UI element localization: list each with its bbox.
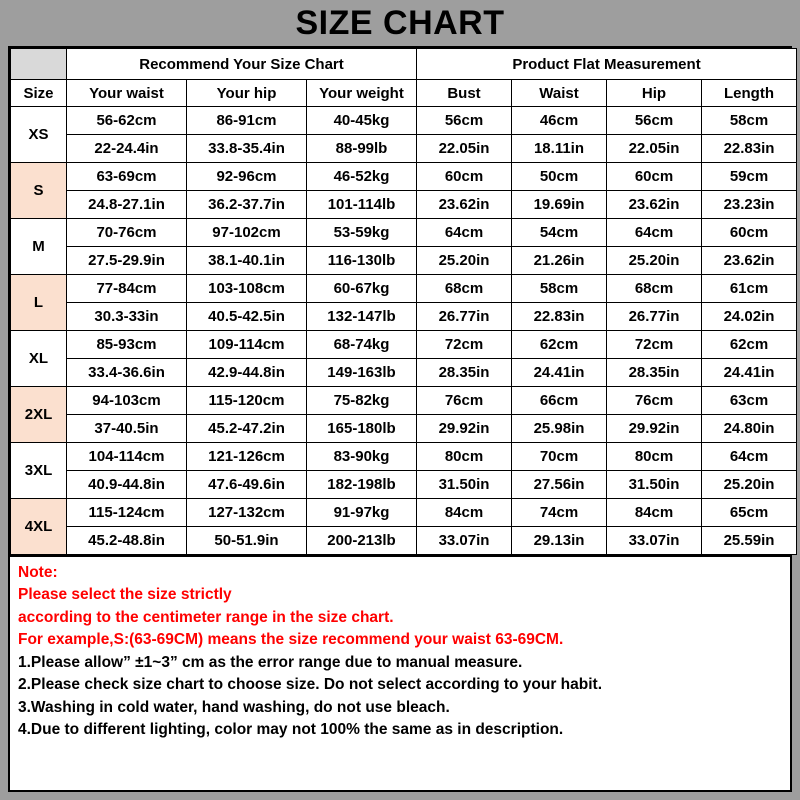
size-cell: S: [11, 163, 67, 219]
table-row: [11, 191, 797, 219]
cell-hipflat-cm: 68cm: [607, 275, 702, 303]
title-bar: [0, 0, 800, 46]
table-row: [11, 107, 797, 135]
cell-length-cm: 63cm: [702, 387, 797, 415]
cell-weight-lb: 101-114lb: [307, 191, 417, 219]
cell-length-cm: 62cm: [702, 331, 797, 359]
cell-hipflat-cm: 72cm: [607, 331, 702, 359]
cell-hipflat-cm: 80cm: [607, 443, 702, 471]
page-title: SIZE CHART: [295, 3, 505, 42]
cell-waistflat-in: 25.98in: [512, 415, 607, 443]
cell-hipflat-in: 22.05in: [607, 135, 702, 163]
notes-section: [10, 555, 790, 790]
note-red-line-1: Please select the size strictly: [18, 586, 232, 604]
table-row: [11, 387, 797, 415]
cell-hip-in: 33.8-35.4in: [187, 135, 307, 163]
table-row: [11, 527, 797, 555]
cell-waistflat-in: 24.41in: [512, 359, 607, 387]
cell-hipflat-in: 23.62in: [607, 191, 702, 219]
cell-waist-cm: 94-103cm: [67, 387, 187, 415]
cell-bust-in: 33.07in: [417, 527, 512, 555]
cell-bust-in: 26.77in: [417, 303, 512, 331]
cell-bust-cm: 80cm: [417, 443, 512, 471]
cell-weight-lb: 200-213lb: [307, 527, 417, 555]
cell-waistflat-cm: 54cm: [512, 219, 607, 247]
cell-bust-cm: 84cm: [417, 499, 512, 527]
table-row: [11, 471, 797, 499]
cell-waistflat-cm: 50cm: [512, 163, 607, 191]
cell-length-cm: 59cm: [702, 163, 797, 191]
cell-waistflat-cm: 46cm: [512, 107, 607, 135]
cell-length-in: 24.02in: [702, 303, 797, 331]
cell-length-in: 25.20in: [702, 471, 797, 499]
cell-weight-lb: 165-180lb: [307, 415, 417, 443]
cell-waist-in: 33.4-36.6in: [67, 359, 187, 387]
cell-hipflat-in: 28.35in: [607, 359, 702, 387]
cell-bust-cm: 60cm: [417, 163, 512, 191]
cell-waist-cm: 77-84cm: [67, 275, 187, 303]
cell-hip-in: 38.1-40.1in: [187, 247, 307, 275]
cell-bust-cm: 64cm: [417, 219, 512, 247]
cell-hip-cm: 92-96cm: [187, 163, 307, 191]
cell-weight-kg: 60-67kg: [307, 275, 417, 303]
cell-hip-cm: 127-132cm: [187, 499, 307, 527]
column-header-row: [11, 80, 797, 107]
column-header-length: Length: [702, 80, 797, 107]
cell-waist-cm: 70-76cm: [67, 219, 187, 247]
cell-hipflat-cm: 60cm: [607, 163, 702, 191]
size-chart-panel: [8, 46, 792, 792]
cell-hipflat-cm: 84cm: [607, 499, 702, 527]
cell-waistflat-cm: 70cm: [512, 443, 607, 471]
cell-bust-cm: 56cm: [417, 107, 512, 135]
cell-length-cm: 60cm: [702, 219, 797, 247]
cell-hip-in: 47.6-49.6in: [187, 471, 307, 499]
cell-waist-in: 27.5-29.9in: [67, 247, 187, 275]
cell-bust-in: 25.20in: [417, 247, 512, 275]
cell-waist-in: 40.9-44.8in: [67, 471, 187, 499]
cell-hipflat-cm: 56cm: [607, 107, 702, 135]
cell-length-in: 25.59in: [702, 527, 797, 555]
cell-bust-cm: 72cm: [417, 331, 512, 359]
cell-hipflat-in: 25.20in: [607, 247, 702, 275]
size-cell: 3XL: [11, 443, 67, 499]
column-header-waist: Waist: [512, 80, 607, 107]
cell-length-in: 24.41in: [702, 359, 797, 387]
cell-waist-cm: 85-93cm: [67, 331, 187, 359]
group-header-recommend: Recommend Your Size Chart: [67, 49, 417, 80]
cell-waistflat-in: 27.56in: [512, 471, 607, 499]
table-row: [11, 443, 797, 471]
cell-waist-in: 24.8-27.1in: [67, 191, 187, 219]
size-cell: L: [11, 275, 67, 331]
cell-hipflat-in: 33.07in: [607, 527, 702, 555]
cell-waist-in: 30.3-33in: [67, 303, 187, 331]
size-cell: 4XL: [11, 499, 67, 555]
note-red-line-3: For example,S:(63-69CM) means the size recommend your waist 63-69CM.: [18, 631, 564, 649]
cell-weight-lb: 132-147lb: [307, 303, 417, 331]
table-row: [11, 135, 797, 163]
cell-hip-in: 50-51.9in: [187, 527, 307, 555]
note-black-line-3: 3.Washing in cold water, hand washing, do not use bleach.: [18, 698, 450, 716]
size-cell: XL: [11, 331, 67, 387]
cell-hipflat-in: 31.50in: [607, 471, 702, 499]
cell-weight-kg: 75-82kg: [307, 387, 417, 415]
table-row: [11, 163, 797, 191]
cell-hip-in: 36.2-37.7in: [187, 191, 307, 219]
cell-waistflat-in: 29.13in: [512, 527, 607, 555]
cell-waistflat-cm: 74cm: [512, 499, 607, 527]
group-header-product: Product Flat Measurement: [417, 49, 797, 80]
cell-length-in: 22.83in: [702, 135, 797, 163]
table-row: [11, 499, 797, 527]
cell-length-in: 23.62in: [702, 247, 797, 275]
size-cell: M: [11, 219, 67, 275]
cell-waistflat-cm: 58cm: [512, 275, 607, 303]
cell-weight-kg: 91-97kg: [307, 499, 417, 527]
cell-waistflat-in: 18.11in: [512, 135, 607, 163]
cell-bust-in: 22.05in: [417, 135, 512, 163]
table-row: [11, 303, 797, 331]
note-black-line-1: 1.Please allow” ±1~3” cm as the error range due to manual measure.: [18, 653, 523, 671]
cell-hip-cm: 86-91cm: [187, 107, 307, 135]
group-header-blank: [11, 49, 67, 80]
note-title: Note:: [18, 564, 58, 581]
cell-length-cm: 58cm: [702, 107, 797, 135]
column-header-your-weight: Your weight: [307, 80, 417, 107]
cell-weight-lb: 116-130lb: [307, 247, 417, 275]
cell-weight-kg: 40-45kg: [307, 107, 417, 135]
cell-waistflat-in: 19.69in: [512, 191, 607, 219]
cell-length-cm: 61cm: [702, 275, 797, 303]
cell-hip-cm: 115-120cm: [187, 387, 307, 415]
cell-weight-lb: 88-99lb: [307, 135, 417, 163]
table-row: [11, 247, 797, 275]
table-row: [11, 359, 797, 387]
column-header-size: Size: [11, 80, 67, 107]
cell-bust-in: 23.62in: [417, 191, 512, 219]
cell-weight-lb: 182-198lb: [307, 471, 417, 499]
size-cell: XS: [11, 107, 67, 163]
group-header-row: [11, 49, 797, 80]
column-header-hip: Hip: [607, 80, 702, 107]
column-header-your-hip: Your hip: [187, 80, 307, 107]
note-black-line-2: 2.Please check size chart to choose size. Do not select according to your habit.: [18, 676, 603, 694]
table-row: [11, 415, 797, 443]
cell-length-in: 24.80in: [702, 415, 797, 443]
table-row: [11, 219, 797, 247]
cell-waistflat-cm: 62cm: [512, 331, 607, 359]
cell-length-cm: 64cm: [702, 443, 797, 471]
cell-bust-in: 28.35in: [417, 359, 512, 387]
cell-bust-in: 29.92in: [417, 415, 512, 443]
cell-waist-in: 22-24.4in: [67, 135, 187, 163]
column-header-your-waist: Your waist: [67, 80, 187, 107]
cell-weight-kg: 46-52kg: [307, 163, 417, 191]
cell-hipflat-in: 26.77in: [607, 303, 702, 331]
size-table: [10, 48, 797, 555]
cell-waistflat-in: 21.26in: [512, 247, 607, 275]
cell-hip-cm: 97-102cm: [187, 219, 307, 247]
cell-weight-lb: 149-163lb: [307, 359, 417, 387]
cell-bust-cm: 76cm: [417, 387, 512, 415]
table-row: [11, 331, 797, 359]
cell-waist-in: 45.2-48.8in: [67, 527, 187, 555]
cell-hip-in: 40.5-42.5in: [187, 303, 307, 331]
cell-hip-cm: 109-114cm: [187, 331, 307, 359]
table-row: [11, 275, 797, 303]
cell-weight-kg: 83-90kg: [307, 443, 417, 471]
cell-weight-kg: 68-74kg: [307, 331, 417, 359]
size-cell: 2XL: [11, 387, 67, 443]
column-header-bust: Bust: [417, 80, 512, 107]
note-black-line-4: 4.Due to different lighting, color may not 100% the same as in description.: [18, 721, 564, 739]
cell-hip-in: 45.2-47.2in: [187, 415, 307, 443]
cell-length-in: 23.23in: [702, 191, 797, 219]
cell-hipflat-in: 29.92in: [607, 415, 702, 443]
cell-waistflat-in: 22.83in: [512, 303, 607, 331]
cell-waist-cm: 115-124cm: [67, 499, 187, 527]
cell-length-cm: 65cm: [702, 499, 797, 527]
cell-hipflat-cm: 64cm: [607, 219, 702, 247]
cell-hip-cm: 121-126cm: [187, 443, 307, 471]
note-red-line-2: according to the centimeter range in the size chart.: [18, 608, 394, 626]
cell-bust-in: 31.50in: [417, 471, 512, 499]
cell-hip-in: 42.9-44.8in: [187, 359, 307, 387]
cell-waist-cm: 63-69cm: [67, 163, 187, 191]
cell-weight-kg: 53-59kg: [307, 219, 417, 247]
cell-bust-cm: 68cm: [417, 275, 512, 303]
cell-waist-cm: 56-62cm: [67, 107, 187, 135]
cell-hip-cm: 103-108cm: [187, 275, 307, 303]
cell-waist-in: 37-40.5in: [67, 415, 187, 443]
cell-hipflat-cm: 76cm: [607, 387, 702, 415]
cell-waist-cm: 104-114cm: [67, 443, 187, 471]
cell-waistflat-cm: 66cm: [512, 387, 607, 415]
